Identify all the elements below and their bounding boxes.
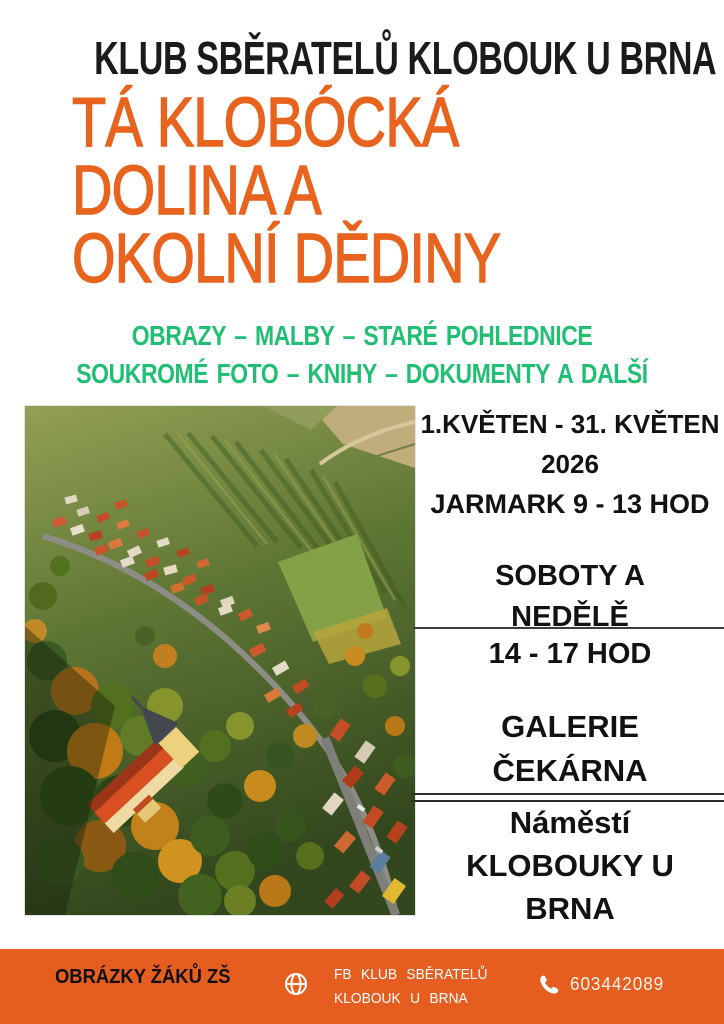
dates-line-2: 2026 xyxy=(541,449,599,479)
divider-line xyxy=(413,627,724,629)
address-line-2: KLOBOUKY U xyxy=(466,848,674,883)
subtitle-line-2: SOUKROMÉ FOTO – KNIHY – DOKUMENTY A DALŠÍ xyxy=(76,358,648,389)
open-days xyxy=(420,556,720,638)
facebook-line-1: FB KLUB SBĚRATELŮ xyxy=(334,966,488,983)
phone-number: 603442089 xyxy=(570,974,665,994)
venue-line-2: ČEKÁRNA xyxy=(492,753,648,788)
footer-note: OBRÁZKY ŽÁKŮ ZŠ xyxy=(55,966,231,988)
main-title-line-1: TÁ KLOBÓCKÁ xyxy=(72,83,459,161)
club-title: KLUB SBĚRATELŮ KLOBOUK U BRNA xyxy=(94,32,717,84)
globe-icon xyxy=(283,971,309,997)
facebook-line-2: KLOBOUK U BRNA xyxy=(334,990,468,1007)
dates-line-1: 1.KVĚTEN - 31. KVĚTEN xyxy=(420,409,720,439)
main-title xyxy=(72,83,501,297)
open-days-line-1: SOBOTY A xyxy=(495,560,645,592)
phone-handset-icon xyxy=(537,973,559,995)
venue-line-1: GALERIE xyxy=(501,709,639,744)
venue-address xyxy=(420,801,720,930)
open-days-line-2: NEDĚLĚ xyxy=(511,601,629,633)
market-hours: JARMARK 9 - 13 HOD xyxy=(430,489,710,519)
subtitle xyxy=(65,317,659,393)
open-hours: 14 - 17 HOD xyxy=(488,638,652,670)
facebook-info xyxy=(334,963,487,1011)
village-photo-art xyxy=(25,406,415,915)
address-line-1: Náměstí xyxy=(509,805,631,840)
venue-name xyxy=(420,705,720,793)
subtitle-line-1: OBRAZY – MALBY – STARÉ POHLEDNICE xyxy=(131,320,593,351)
village-aerial-photo xyxy=(25,406,415,915)
main-title-line-2: DOLINA A xyxy=(72,151,321,229)
main-title-line-3: OKOLNÍ DĚDINY xyxy=(72,219,501,297)
exhibition-dates xyxy=(420,404,720,484)
address-line-3: BRNA xyxy=(525,891,615,926)
